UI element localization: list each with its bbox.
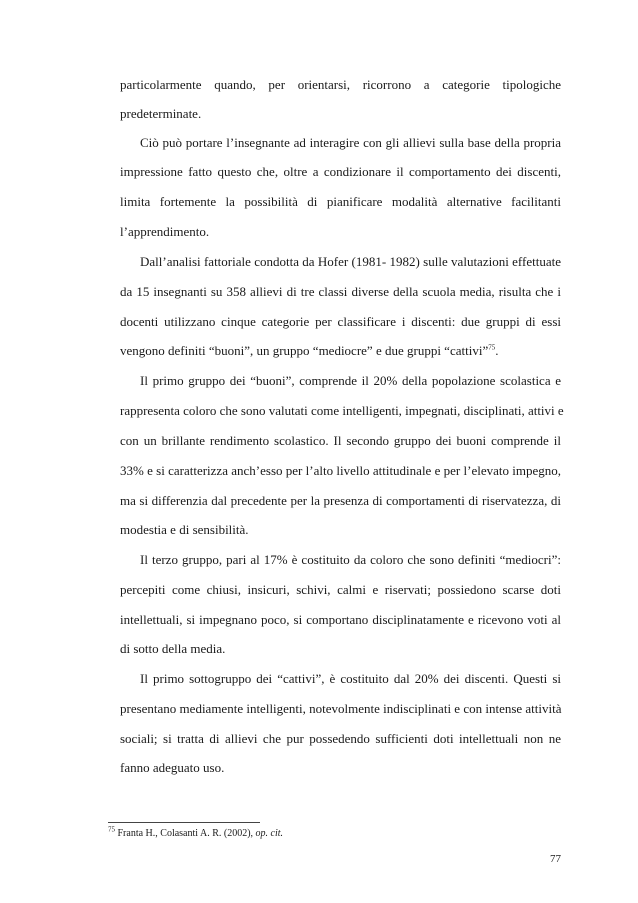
body-line-18: percepiti come chiusi, insicuri, schivi, calmi e riservati; possiedono scarse doti (120, 582, 561, 597)
body-line-14: 33% e si caratterizza anch’esso per l’alto livello attitudinale e per l’elevato impegno, (120, 463, 561, 478)
body-line-20: di sotto della media. (120, 641, 226, 656)
body-line-10-end: . (495, 343, 499, 358)
body-line-24: fanno adeguato uso. (120, 760, 225, 775)
body-line-22: presentano mediamente intelligenti, notevolmente indisciplinati e con intense attività (120, 701, 562, 716)
body-line-12: rappresenta coloro che sono valutati come intelligenti, impegnati, disciplinati, attivi e (120, 403, 564, 418)
body-line-4: impressione fatto questo che, oltre a condizionare il comportamento dei discenti, (120, 164, 561, 179)
body-line-8: da 15 insegnanti su 358 allievi di tre classi diverse della scuola media, risulta che i (120, 284, 561, 299)
body-line-6: l’apprendimento. (120, 224, 210, 239)
body-line-3: Ciò può portare l’insegnante ad interagire con gli allievi sulla base della propria (140, 135, 561, 150)
page-number: 77 (550, 853, 561, 865)
body-line-2: predeterminate. (120, 106, 202, 121)
footnote-separator (108, 822, 260, 823)
footnote-text: Franta H., Colasanti A. R. (2002), (115, 828, 256, 839)
body-line-9: docenti utilizzano cinque categorie per classificare i discenti: due gruppi di essi (120, 314, 561, 329)
body-line-10-text: vengono definiti “buoni”, un gruppo “mediocre” e due gruppi “cattivi” (120, 343, 489, 358)
body-line-13: con un brillante rendimento scolastico. Il secondo gruppo dei buoni comprende il (120, 433, 561, 448)
body-line-7: Dall’analisi fattoriale condotta da Hofer (1981- 1982) sulle valutazioni effettuate (140, 254, 561, 269)
body-line-17: Il terzo gruppo, pari al 17% è costituito da coloro che sono definiti “mediocri”: (140, 552, 561, 567)
body-line-15: ma si differenzia dal precedente per la presenza di comportamenti di riservatezza, di (120, 493, 561, 508)
body-line-10 (120, 343, 561, 359)
body-line-11: Il primo gruppo dei “buoni”, comprende il 20% della popolazione scolastica e (140, 373, 561, 388)
footnote-italic: op. cit. (255, 828, 284, 839)
body-line-5: limita fortemente la possibilità di pianificare modalità alternative facilitanti (120, 194, 561, 209)
body-line-19: intellettuali, si impegnano poco, si comportano disciplinatamente e ricevono voti al (120, 612, 561, 627)
body-line-21: Il primo sottogruppo dei “cattivi”, è costituito dal 20% dei discenti. Questi si (140, 671, 561, 686)
footnote-marker: 75 (108, 825, 115, 834)
body-line-23: sociali; si tratta di allievi che pur possedendo sufficienti doti intellettuali non ne (120, 731, 561, 746)
body-line-16: modestia e di sensibilità. (120, 522, 249, 537)
footnote (108, 827, 283, 840)
footnote-reference[interactable]: 75 (488, 343, 496, 352)
body-line-1: particolarmente quando, per orientarsi, ricorrono a categorie tipologiche (120, 77, 561, 92)
